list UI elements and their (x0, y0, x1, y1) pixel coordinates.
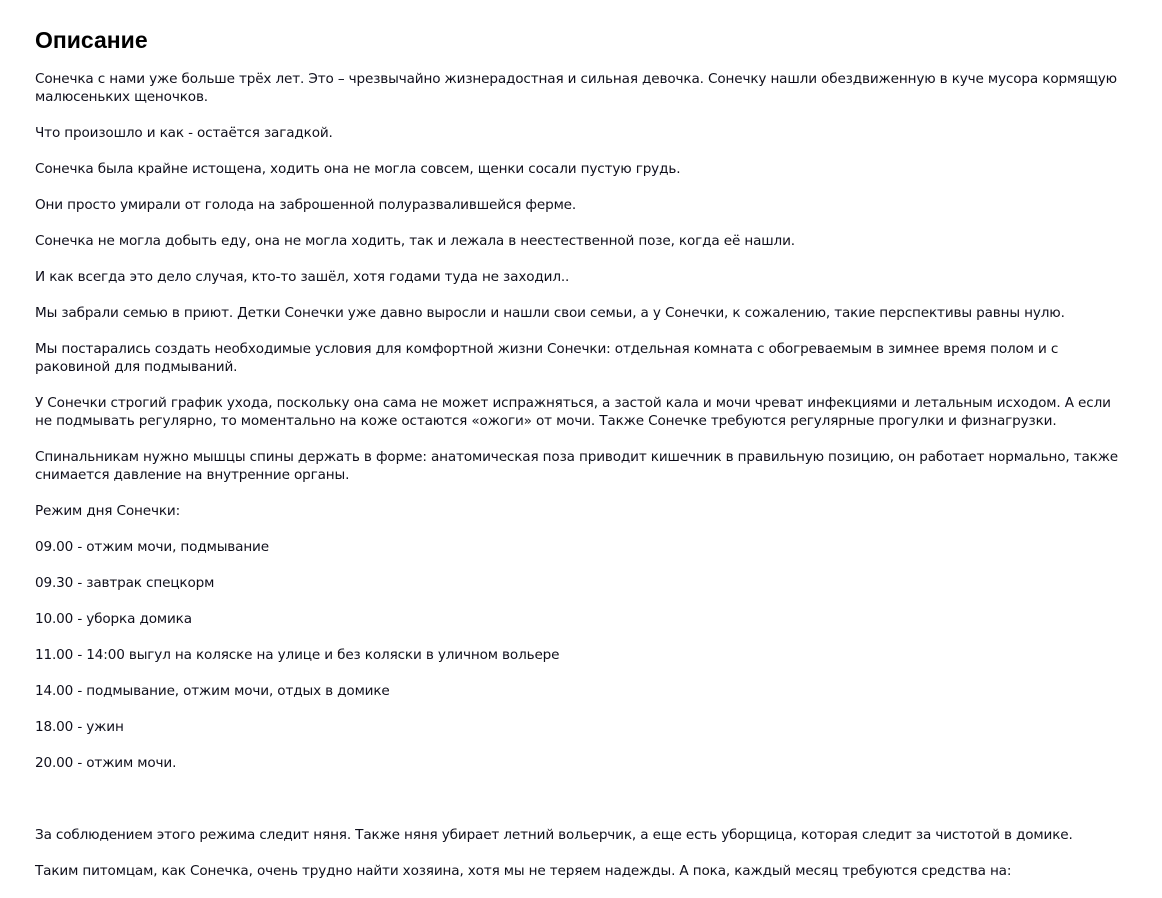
schedule-heading: Режим дня Сонечки: (35, 503, 181, 519)
paragraph: Спинальникам нужно мышцы спины держать в форме: анатомическая поза приводит кишечник в правильную позицию, он работает нормально, также снимается давление на внутренние органы. (35, 449, 1119, 483)
paragraph: За соблюдением этого режима следит няня. Также няня убирает летний вольерчик, а еще есть уборщица, которая следит за чистотой в домике. (35, 827, 1073, 843)
schedule-item: 09.00 - отжим мочи, подмывание (35, 539, 269, 555)
schedule-item: 20.00 - отжим мочи. (35, 755, 177, 771)
paragraph: Таким питомцам, как Сонечка, очень трудно найти хозяина, хотя мы не теряем надежды. А пока, каждый месяц требуются средства на: (35, 863, 1012, 879)
paragraph: Сонечка не могла добыть еду, она не могла ходить, так и лежала в неестественной позе, когда её нашли. (35, 233, 795, 249)
paragraph: Сонечка с нами уже больше трёх лет. Это – чрезвычайно жизнерадостная и сильная девочка. Сонечку нашли обездвиженную в куче мусора кормящую малюсеньких щеночков. (35, 71, 1117, 105)
schedule-item: 14.00 - подмывание, отжим мочи, отдых в домике (35, 683, 390, 699)
paragraph: Сонечка была крайне истощена, ходить она не могла совсем, щенки сосали пустую грудь. (35, 161, 681, 177)
schedule-item: 18.00 - ужин (35, 719, 124, 735)
paragraph: И как всегда это дело случая, кто-то зашёл, хотя годами туда не заходил.. (35, 269, 570, 285)
paragraph: Они просто умирали от голода на заброшенной полуразвалившейся ферме. (35, 197, 577, 213)
paragraph: Что произошло и как - остаётся загадкой. (35, 125, 333, 141)
schedule-item: 11.00 - 14:00 выгул на коляске на улице и без коляски в уличном вольере (35, 647, 560, 663)
section-title: Описание (35, 27, 148, 53)
paragraph: У Сонечки строгий график ухода, поскольку она сама не может испражняться, а застой кала и мочи чреват инфекциями и летальным исходом. А если не подмывать регулярно, то моментально на коже остаются «ожоги» от мочи. Также Сонечке требуются регулярные прогулки и физнагрузки. (35, 395, 1111, 429)
description-section (35, 26, 1125, 898)
paragraph: Мы постарались создать необходимые условия для комфортной жизни Сонечки: отдельная комната с обогреваемым в зимнее время полом и с раковиной для подмываний. (35, 341, 1059, 375)
schedule-item: 10.00 - уборка домика (35, 611, 192, 627)
paragraph: Мы забрали семью в приют. Детки Сонечки уже давно выросли и нашли свои семьи, а у Сонечки, к сожалению, такие перспективы равны нулю. (35, 305, 1065, 321)
schedule-item: 09.30 - завтрак спецкорм (35, 575, 215, 591)
